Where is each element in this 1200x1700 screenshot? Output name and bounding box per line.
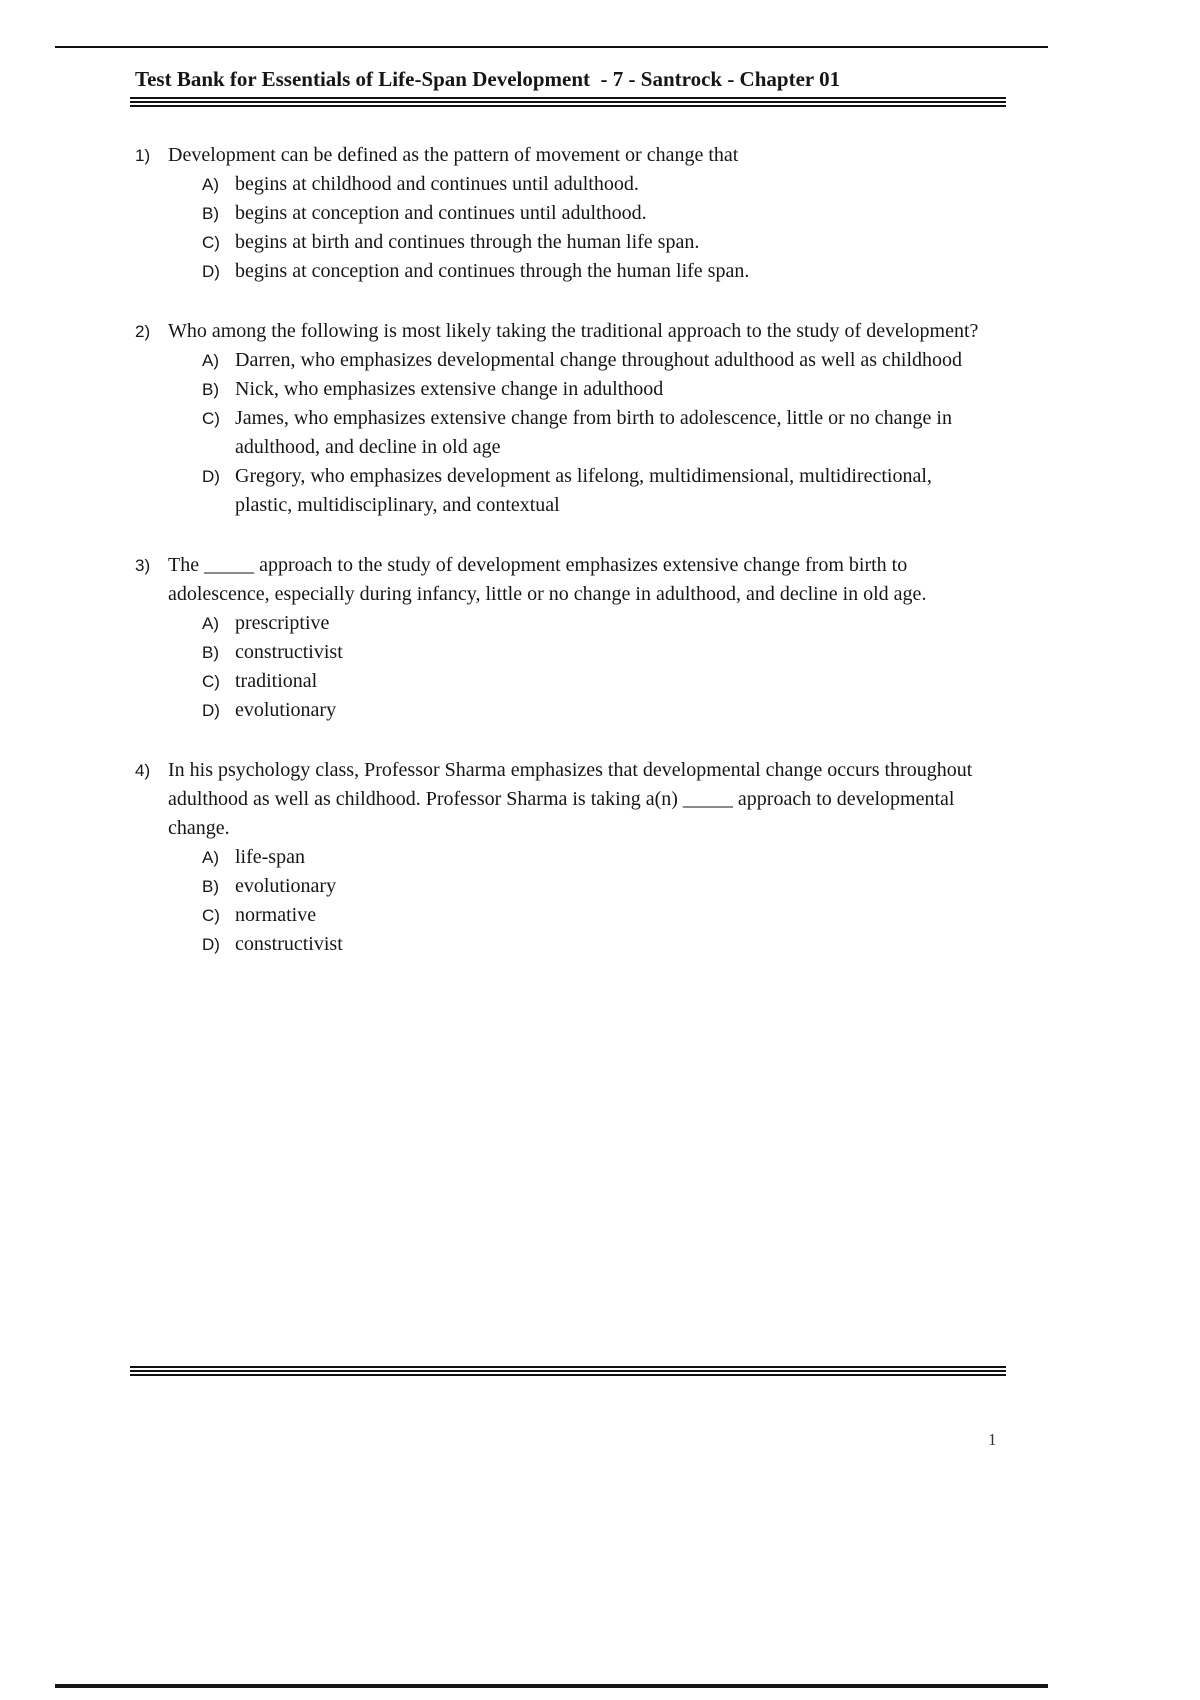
option-text: Nick, who emphasizes extensive change in adulthood (235, 378, 664, 400)
option-text: begins at childhood and continues until adulthood. (235, 173, 639, 195)
option-letter: C) (202, 906, 220, 925)
header-rule (130, 97, 1006, 107)
page-number: 1 (988, 1430, 997, 1449)
option-text: traditional (235, 670, 318, 692)
question-number: 2) (135, 322, 151, 341)
option-letter: D) (202, 262, 220, 281)
option-item (202, 375, 1007, 404)
top-rule (55, 46, 1048, 48)
option-text: life-span (235, 846, 305, 868)
option-item (202, 872, 1007, 901)
option-item (202, 404, 1007, 462)
question-list (135, 141, 1007, 990)
question-text: In his psychology class, Professor Sharma emphasizes that developmental change occurs throughout adulthood as well as childhood. Professor Sharma is taking a(n) _____ approach to developmental change. (168, 759, 973, 839)
option-item (202, 609, 1007, 638)
option-item (202, 228, 1007, 257)
option-text: begins at conception and continues through the human life span. (235, 260, 750, 282)
question-item (135, 551, 1007, 725)
question-text: Who among the following is most likely taking the traditional approach to the study of development? (168, 320, 979, 342)
option-text: prescriptive (235, 612, 330, 634)
option-text: normative (235, 904, 317, 926)
question-number: 3) (135, 556, 151, 575)
option-letter: B) (202, 643, 219, 662)
option-text: begins at birth and continues through the human life span. (235, 231, 700, 253)
option-item (202, 930, 1007, 959)
option-item (202, 462, 1007, 520)
option-text: evolutionary (235, 699, 337, 721)
option-letter: D) (202, 935, 220, 954)
option-letter: B) (202, 204, 219, 223)
option-letter: D) (202, 467, 220, 486)
page-header-title: Test Bank for Essentials of Life-Span Development - 7 - Santrock - Chapter 01 (135, 67, 841, 91)
option-item (202, 667, 1007, 696)
question-item (135, 317, 1007, 520)
option-item (202, 843, 1007, 872)
bottom-rule (55, 1684, 1048, 1688)
option-text: evolutionary (235, 875, 337, 897)
option-item (202, 257, 1007, 286)
question-stem (135, 141, 1007, 170)
option-letter: A) (202, 614, 219, 633)
question-number: 1) (135, 146, 151, 165)
option-letter: C) (202, 409, 220, 428)
question-item (135, 756, 1007, 959)
option-letter: D) (202, 701, 220, 720)
option-item (202, 901, 1007, 930)
option-text: Gregory, who emphasizes development as lifelong, multidimensional, multidirectional, plastic, multidisciplinary, and contextual (235, 465, 932, 516)
option-text: Darren, who emphasizes developmental change throughout adulthood as well as childhood (235, 349, 963, 371)
option-text: constructivist (235, 933, 343, 955)
question-number: 4) (135, 761, 151, 780)
question-stem (135, 756, 1007, 843)
option-item (202, 346, 1007, 375)
option-letter: B) (202, 380, 219, 399)
option-item (202, 170, 1007, 199)
option-letter: C) (202, 672, 220, 691)
option-item (202, 199, 1007, 228)
option-letter: A) (202, 175, 219, 194)
question-stem (135, 551, 1007, 609)
option-text: constructivist (235, 641, 343, 663)
option-text: James, who emphasizes extensive change from birth to adolescence, little or no change in adulthood, and decline in old age (235, 407, 952, 458)
option-letter: B) (202, 877, 219, 896)
footer-rule (130, 1366, 1006, 1376)
question-stem (135, 317, 1007, 346)
option-letter: A) (202, 848, 219, 867)
question-text: The _____ approach to the study of development emphasizes extensive change from birth to adolescence, especially during infancy, little or no change in adulthood, and decline in old age. (168, 554, 927, 605)
question-text: Development can be defined as the pattern of movement or change that (168, 144, 739, 166)
option-text: begins at conception and continues until adulthood. (235, 202, 647, 224)
option-item (202, 696, 1007, 725)
question-item (135, 141, 1007, 286)
option-item (202, 638, 1007, 667)
option-letter: A) (202, 351, 219, 370)
option-letter: C) (202, 233, 220, 252)
